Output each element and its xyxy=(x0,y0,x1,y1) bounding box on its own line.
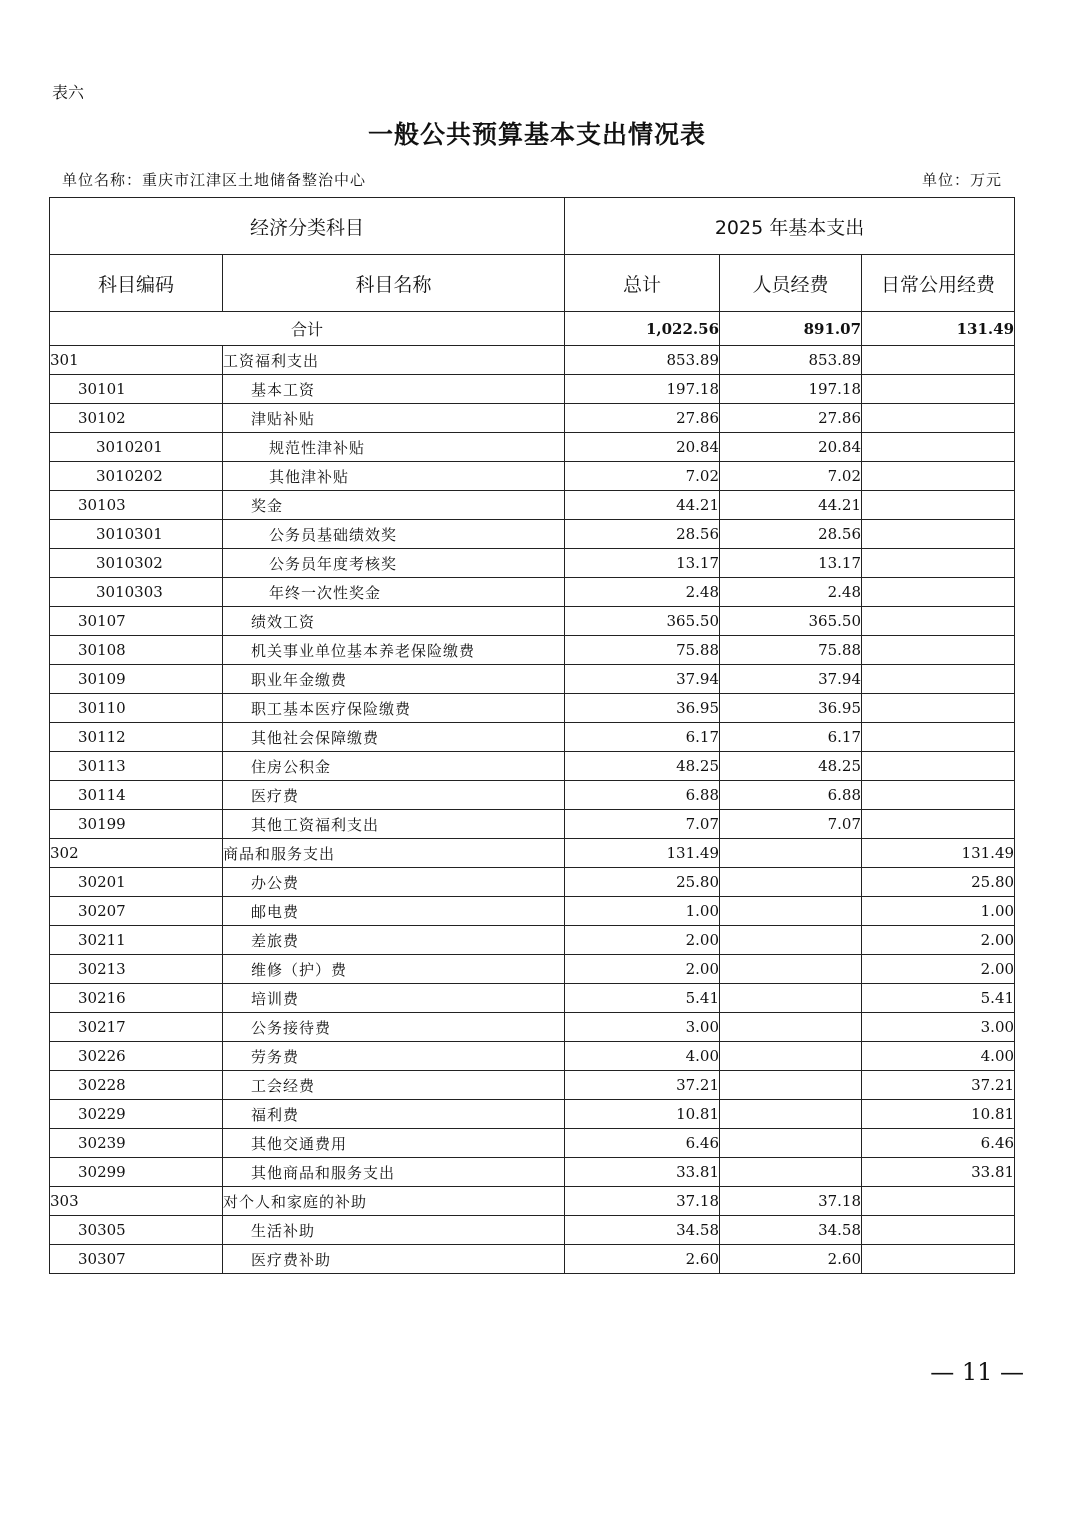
row-code: 3010303 xyxy=(50,578,223,607)
row-total: 20.84 xyxy=(565,433,720,462)
row-total: 13.17 xyxy=(565,549,720,578)
row-public xyxy=(862,578,1015,607)
table-row xyxy=(50,404,1015,433)
table-row xyxy=(50,1071,1015,1100)
row-personnel: 6.17 xyxy=(720,723,862,752)
header-basic-expenditure: 2025 年基本支出 xyxy=(565,198,1015,255)
row-total: 2.48 xyxy=(565,578,720,607)
row-public: 5.41 xyxy=(862,984,1015,1013)
row-public xyxy=(862,810,1015,839)
row-name: 其他工资福利支出 xyxy=(223,810,565,839)
row-personnel xyxy=(720,1158,862,1187)
row-name: 培训费 xyxy=(223,984,565,1013)
table-row xyxy=(50,955,1015,984)
row-total: 2.00 xyxy=(565,926,720,955)
row-personnel xyxy=(720,839,862,868)
table-row xyxy=(50,665,1015,694)
column-header-personnel: 人员经费 xyxy=(720,255,862,312)
row-name: 生活补助 xyxy=(223,1216,565,1245)
row-total: 37.21 xyxy=(565,1071,720,1100)
row-personnel: 34.58 xyxy=(720,1216,862,1245)
row-code: 30110 xyxy=(50,694,223,723)
table-row xyxy=(50,549,1015,578)
row-name: 住房公积金 xyxy=(223,752,565,781)
row-code: 30201 xyxy=(50,868,223,897)
table-row xyxy=(50,810,1015,839)
row-name: 年终一次性奖金 xyxy=(223,578,565,607)
row-personnel xyxy=(720,1100,862,1129)
row-public xyxy=(862,462,1015,491)
row-name: 对个人和家庭的补助 xyxy=(223,1187,565,1216)
row-code: 30114 xyxy=(50,781,223,810)
row-total: 37.18 xyxy=(565,1187,720,1216)
row-personnel: 2.48 xyxy=(720,578,862,607)
row-personnel xyxy=(720,926,862,955)
row-total: 5.41 xyxy=(565,984,720,1013)
row-public: 25.80 xyxy=(862,868,1015,897)
row-code: 302 xyxy=(50,839,223,868)
table-row xyxy=(50,1245,1015,1274)
row-public: 37.21 xyxy=(862,1071,1015,1100)
row-total: 75.88 xyxy=(565,636,720,665)
row-public xyxy=(862,752,1015,781)
table-row xyxy=(50,375,1015,404)
row-code: 3010201 xyxy=(50,433,223,462)
total-sum: 1,022.56 xyxy=(565,312,720,346)
table-row xyxy=(50,462,1015,491)
row-personnel xyxy=(720,868,862,897)
row-public: 4.00 xyxy=(862,1042,1015,1071)
table-row xyxy=(50,1187,1015,1216)
row-personnel: 20.84 xyxy=(720,433,862,462)
row-code: 30109 xyxy=(50,665,223,694)
table-row xyxy=(50,346,1015,375)
column-header-total: 总计 xyxy=(565,255,720,312)
row-personnel xyxy=(720,897,862,926)
row-code: 30307 xyxy=(50,1245,223,1274)
row-total: 6.88 xyxy=(565,781,720,810)
row-name: 基本工资 xyxy=(223,375,565,404)
row-total: 25.80 xyxy=(565,868,720,897)
table-row xyxy=(50,607,1015,636)
row-name: 其他交通费用 xyxy=(223,1129,565,1158)
row-personnel: 6.88 xyxy=(720,781,862,810)
total-public: 131.49 xyxy=(862,312,1015,346)
row-name: 其他津补贴 xyxy=(223,462,565,491)
row-code: 30226 xyxy=(50,1042,223,1071)
row-public xyxy=(862,781,1015,810)
row-name: 劳务费 xyxy=(223,1042,565,1071)
row-public xyxy=(862,433,1015,462)
row-name: 差旅费 xyxy=(223,926,565,955)
row-public: 2.00 xyxy=(862,955,1015,984)
row-personnel: 7.02 xyxy=(720,462,862,491)
row-code: 30239 xyxy=(50,1129,223,1158)
row-public xyxy=(862,520,1015,549)
row-code: 3010202 xyxy=(50,462,223,491)
row-code: 30299 xyxy=(50,1158,223,1187)
row-code: 30228 xyxy=(50,1071,223,1100)
row-total: 853.89 xyxy=(565,346,720,375)
table-row xyxy=(50,578,1015,607)
row-name: 规范性津补贴 xyxy=(223,433,565,462)
row-code: 30112 xyxy=(50,723,223,752)
row-name: 公务员年度考核奖 xyxy=(223,549,565,578)
row-personnel xyxy=(720,955,862,984)
row-total: 1.00 xyxy=(565,897,720,926)
table-row xyxy=(50,781,1015,810)
table-row xyxy=(50,694,1015,723)
row-public xyxy=(862,607,1015,636)
row-personnel: 36.95 xyxy=(720,694,862,723)
row-code: 30108 xyxy=(50,636,223,665)
row-code: 3010301 xyxy=(50,520,223,549)
row-personnel: 37.18 xyxy=(720,1187,862,1216)
row-public xyxy=(862,1216,1015,1245)
table-row xyxy=(50,1158,1015,1187)
table-row xyxy=(50,897,1015,926)
row-total: 37.94 xyxy=(565,665,720,694)
row-code: 30103 xyxy=(50,491,223,520)
unit-label: 单位：万元 xyxy=(921,171,1002,189)
row-personnel: 28.56 xyxy=(720,520,862,549)
table-row xyxy=(50,520,1015,549)
row-total: 6.46 xyxy=(565,1129,720,1158)
row-total: 2.00 xyxy=(565,955,720,984)
row-code: 30107 xyxy=(50,607,223,636)
column-header-public: 日常公用经费 xyxy=(862,255,1015,312)
row-name: 职工基本医疗保险缴费 xyxy=(223,694,565,723)
row-code: 30213 xyxy=(50,955,223,984)
row-personnel: 2.60 xyxy=(720,1245,862,1274)
row-personnel xyxy=(720,984,862,1013)
total-personnel: 891.07 xyxy=(720,312,862,346)
row-public: 33.81 xyxy=(862,1158,1015,1187)
row-public xyxy=(862,346,1015,375)
row-name: 奖金 xyxy=(223,491,565,520)
row-name: 邮电费 xyxy=(223,897,565,926)
column-header-name: 科目名称 xyxy=(223,255,565,312)
row-personnel xyxy=(720,1042,862,1071)
row-public: 3.00 xyxy=(862,1013,1015,1042)
row-name: 医疗费补助 xyxy=(223,1245,565,1274)
row-code: 30216 xyxy=(50,984,223,1013)
row-code: 30113 xyxy=(50,752,223,781)
row-public: 6.46 xyxy=(862,1129,1015,1158)
row-personnel xyxy=(720,1071,862,1100)
row-name: 职业年金缴费 xyxy=(223,665,565,694)
row-name: 津贴补贴 xyxy=(223,404,565,433)
row-public: 131.49 xyxy=(862,839,1015,868)
row-public xyxy=(862,549,1015,578)
row-code: 30211 xyxy=(50,926,223,955)
row-code: 30305 xyxy=(50,1216,223,1245)
row-name: 公务接待费 xyxy=(223,1013,565,1042)
table-row xyxy=(50,433,1015,462)
row-total: 197.18 xyxy=(565,375,720,404)
row-personnel: 37.94 xyxy=(720,665,862,694)
row-personnel: 48.25 xyxy=(720,752,862,781)
row-total: 6.17 xyxy=(565,723,720,752)
row-name: 福利费 xyxy=(223,1100,565,1129)
row-public xyxy=(862,636,1015,665)
row-public xyxy=(862,694,1015,723)
row-total: 365.50 xyxy=(565,607,720,636)
row-total: 7.02 xyxy=(565,462,720,491)
column-header-code: 科目编码 xyxy=(50,255,223,312)
row-name: 其他社会保障缴费 xyxy=(223,723,565,752)
row-public: 1.00 xyxy=(862,897,1015,926)
row-name: 绩效工资 xyxy=(223,607,565,636)
row-name: 医疗费 xyxy=(223,781,565,810)
row-total: 3.00 xyxy=(565,1013,720,1042)
row-code: 3010302 xyxy=(50,549,223,578)
table-row xyxy=(50,868,1015,897)
table-row xyxy=(50,723,1015,752)
page-number: — 11 — xyxy=(930,1358,1024,1386)
table-row xyxy=(50,1013,1015,1042)
row-public xyxy=(862,491,1015,520)
row-code: 30101 xyxy=(50,375,223,404)
row-personnel: 853.89 xyxy=(720,346,862,375)
row-personnel: 7.07 xyxy=(720,810,862,839)
table-row xyxy=(50,636,1015,665)
row-total: 4.00 xyxy=(565,1042,720,1071)
row-name: 维修（护）费 xyxy=(223,955,565,984)
header-economic-category: 经济分类科目 xyxy=(50,198,565,255)
row-total: 44.21 xyxy=(565,491,720,520)
row-public xyxy=(862,665,1015,694)
row-total: 27.86 xyxy=(565,404,720,433)
row-total: 10.81 xyxy=(565,1100,720,1129)
row-total: 36.95 xyxy=(565,694,720,723)
row-total: 48.25 xyxy=(565,752,720,781)
table-row xyxy=(50,1129,1015,1158)
row-total: 34.58 xyxy=(565,1216,720,1245)
row-total: 131.49 xyxy=(565,839,720,868)
row-total: 28.56 xyxy=(565,520,720,549)
row-name: 其他商品和服务支出 xyxy=(223,1158,565,1187)
row-name: 工会经费 xyxy=(223,1071,565,1100)
row-public xyxy=(862,375,1015,404)
total-label: 合计 xyxy=(50,312,565,346)
table-row xyxy=(50,1042,1015,1071)
row-code: 303 xyxy=(50,1187,223,1216)
table-label: 表六 xyxy=(52,83,85,102)
row-public xyxy=(862,1245,1015,1274)
row-code: 30199 xyxy=(50,810,223,839)
row-personnel: 27.86 xyxy=(720,404,862,433)
row-name: 公务员基础绩效奖 xyxy=(223,520,565,549)
table-row xyxy=(50,839,1015,868)
expenditure-table xyxy=(49,197,1015,1274)
total-row xyxy=(50,312,1015,346)
row-code: 30217 xyxy=(50,1013,223,1042)
row-public: 2.00 xyxy=(862,926,1015,955)
row-personnel xyxy=(720,1129,862,1158)
table-row xyxy=(50,1216,1015,1245)
row-name: 机关事业单位基本养老保险缴费 xyxy=(223,636,565,665)
table-row xyxy=(50,926,1015,955)
table-row xyxy=(50,491,1015,520)
row-public xyxy=(862,723,1015,752)
row-personnel: 75.88 xyxy=(720,636,862,665)
row-personnel: 365.50 xyxy=(720,607,862,636)
row-personnel: 197.18 xyxy=(720,375,862,404)
row-public xyxy=(862,404,1015,433)
row-name: 商品和服务支出 xyxy=(223,839,565,868)
row-total: 33.81 xyxy=(565,1158,720,1187)
page-title: 一般公共预算基本支出情况表 xyxy=(367,120,706,149)
row-name: 工资福利支出 xyxy=(223,346,565,375)
row-public: 10.81 xyxy=(862,1100,1015,1129)
row-code: 30207 xyxy=(50,897,223,926)
table-row xyxy=(50,984,1015,1013)
row-personnel: 13.17 xyxy=(720,549,862,578)
row-total: 2.60 xyxy=(565,1245,720,1274)
row-personnel: 44.21 xyxy=(720,491,862,520)
row-public xyxy=(862,1187,1015,1216)
table-row xyxy=(50,752,1015,781)
unit-name: 单位名称：重庆市江津区土地储备整治中心 xyxy=(62,171,367,189)
table-row xyxy=(50,1100,1015,1129)
row-total: 7.07 xyxy=(565,810,720,839)
row-code: 30102 xyxy=(50,404,223,433)
row-code: 30229 xyxy=(50,1100,223,1129)
row-name: 办公费 xyxy=(223,868,565,897)
row-code: 301 xyxy=(50,346,223,375)
row-personnel xyxy=(720,1013,862,1042)
